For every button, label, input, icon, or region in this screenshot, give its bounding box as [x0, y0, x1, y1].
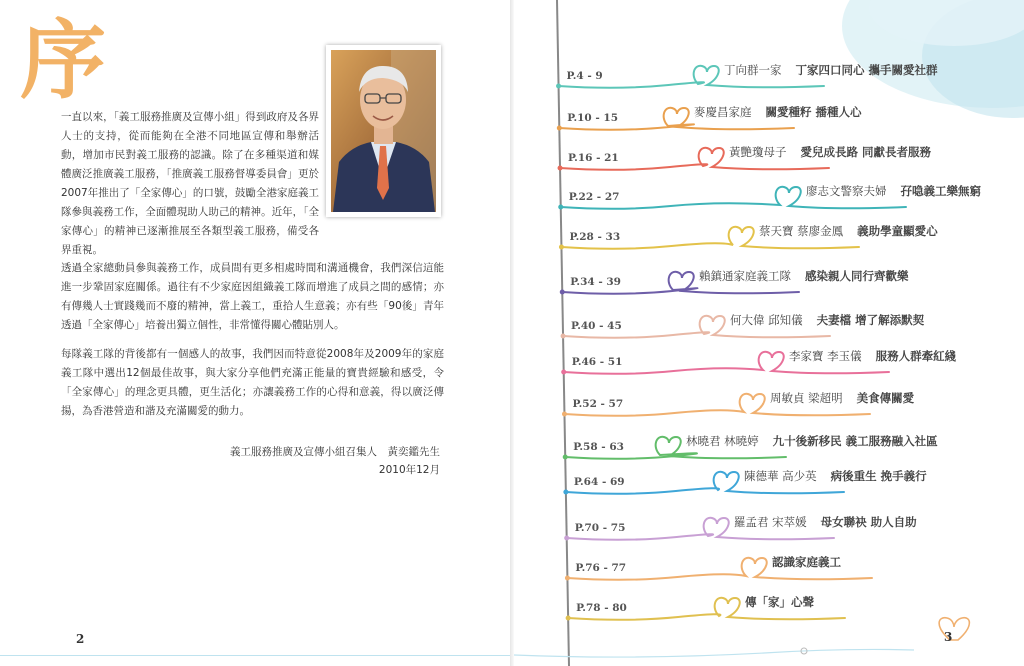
toc-entry[interactable] [789, 348, 956, 364]
toc-entry[interactable] [744, 468, 927, 484]
toc-entry[interactable] [730, 312, 924, 328]
toc-entry-title: 病後重生 挽手義行 [830, 469, 927, 483]
toc-entry[interactable] [806, 183, 981, 199]
toc-entry[interactable] [694, 104, 862, 120]
toc-entry-names: 李家寶 李玉儀 [789, 349, 862, 363]
toc-spine [557, 0, 569, 666]
paragraph-1: 一直以來，「義工服務推廣及宣傳小組」得到政府及各界人士的支持，從而能夠在全港不同地區宣傳和舉辦活動，增加市民對義工服務的認識。除了在多種渠道和媒體廣泛推廣義工服務，「推廣義工服務督導委員會」更於2007年推出了「全家傳心」的口號，鼓勵全港家庭義工隊參與義務工作，全面體現助人助己的精神。近年，「全家傳心」的精神已逐漸推展至各類型義工服務，備受各界重視。 [61, 111, 319, 256]
toc-page-range[interactable]: P.76 - 77 [575, 562, 627, 574]
toc-entry[interactable] [734, 514, 917, 530]
toc-page-range[interactable]: P.70 - 75 [574, 522, 626, 534]
toc-entry-names: 賴鎮通家庭義工隊 [699, 269, 791, 283]
toc-node [562, 412, 567, 417]
toc-node [558, 166, 563, 171]
toc-page-range[interactable]: P.78 - 80 [576, 602, 627, 614]
toc-entry-title: 關愛種籽 播種人心 [765, 105, 862, 119]
page-number-left: 2 [76, 632, 85, 646]
bottom-rule-right [514, 649, 914, 657]
toc-page-range[interactable]: P.22 - 27 [568, 191, 620, 203]
toc-page-range[interactable]: P.40 - 45 [571, 320, 622, 332]
toc-page-range[interactable]: P.52 - 57 [572, 398, 624, 410]
paragraph-2: 透過全家總動員參與義務工作，成員間有更多相處時間和溝通機會，我們深信這能進一步鞏固家庭關係。過往有不少家庭因組織義工隊而增進了成員之間的感情；亦有傳幾人士實踐幾而不廢的精神，當上義工，重拾人生意義；亦有些「90後」青年透過「全家傳心」培養出獨立個性，非常懂得關心體貼別人。 [61, 262, 444, 331]
toc-entry-names: 廖志文警察夫婦 [806, 184, 887, 198]
toc-entry[interactable] [772, 554, 841, 570]
toc-entry-names: 蔡天寶 蔡廖金鳳 [759, 224, 844, 238]
toc-entry-title: 孖喼義工樂無窮 [900, 184, 981, 198]
toc-page-range[interactable]: P.58 - 63 [573, 441, 624, 453]
toc-node [558, 205, 563, 210]
toc-entry[interactable] [686, 433, 938, 449]
toc-entry-names: 陳德華 高少英 [744, 469, 817, 483]
toc-entry-title: 愛兒成長路 同獻長者服務 [800, 145, 932, 159]
toc-node [563, 455, 568, 460]
toc-entry-names: 何大偉 邱知儀 [730, 313, 803, 327]
toc-entry-names: 林曉君 林曉婷 [686, 434, 759, 448]
toc-entry-names: 黃艷瓊母子 [729, 145, 787, 159]
toc-entry-names: 羅孟君 宋萃媛 [734, 515, 807, 529]
signature-date: 2010年12月 [378, 464, 440, 476]
preface-title: 序 [20, 10, 106, 111]
toc-entry-names: 丁向群一家 [724, 63, 782, 77]
toc-entry[interactable] [699, 268, 909, 284]
toc-node [560, 290, 565, 295]
toc-page-range[interactable]: P.28 - 33 [569, 231, 621, 243]
toc-node [559, 245, 564, 250]
toc-entry-title: 義助學童顯愛心 [857, 224, 938, 238]
toc-page-range[interactable]: P.64 - 69 [573, 476, 625, 488]
toc-page-range[interactable]: P.10 - 15 [567, 112, 619, 124]
right-page [514, 0, 1024, 666]
watercolor-corner [842, 0, 1024, 118]
toc-entry-title: 九十後新移民 義工服務融入社區 [772, 434, 938, 448]
toc-node [563, 490, 568, 495]
signature: 義工服務推廣及宣傳小組召集人 黃奕鑑先生 [230, 446, 440, 458]
portrait-photo [326, 45, 441, 217]
toc-entry[interactable] [724, 62, 938, 78]
toc-node [564, 536, 569, 541]
toc-node [557, 126, 562, 131]
toc-entry-names: 周敏貞 梁超明 [770, 391, 843, 405]
toc-entry-title: 丁家四口同心 攜手關愛社群 [795, 63, 938, 77]
toc-entry-title: 傳「家」心聲 [745, 595, 814, 609]
toc-page-range[interactable]: P.16 - 21 [568, 152, 619, 164]
left-page [0, 0, 510, 666]
toc-page-range[interactable]: P.34 - 39 [570, 276, 621, 288]
toc-entry-title: 認識家庭義工 [772, 555, 841, 569]
portrait-illustration [331, 50, 436, 212]
toc-entry[interactable] [729, 144, 931, 160]
toc-page-range[interactable]: P.4 - 9 [566, 70, 603, 82]
toc-entry-title: 美食傳關愛 [856, 391, 915, 405]
page-number-right: 3 [944, 630, 953, 644]
toc-entry[interactable] [759, 223, 938, 239]
toc-entry[interactable] [745, 594, 814, 610]
toc-entry-title: 母女聯袂 助人自助 [820, 515, 917, 529]
toc-page-range[interactable]: P.46 - 51 [571, 356, 623, 368]
toc-node [565, 576, 570, 581]
toc-node [561, 370, 566, 375]
toc-entry-title: 夫妻檔 增了解添默契 [816, 313, 925, 327]
toc-entry-title: 感染親人同行齊歡樂 [805, 269, 909, 283]
toc-entry-names: 麥慶昌家庭 [694, 105, 752, 119]
bottom-rule-left [0, 655, 510, 656]
toc-entry[interactable] [770, 390, 914, 406]
toc-entry-title: 服務人群牽紅綫 [875, 349, 957, 363]
toc-node [561, 334, 566, 339]
toc-node [556, 84, 561, 89]
paragraph-3: 每隊義工隊的背後都有一個感人的故事，我們因而特意從2008年及2009年的家庭義工隊中選出12個最佳故事，與大家分享他們充滿正能量的寶貴經驗和感受，令「全家傳心」的理念更具體，更生活化；亦讓義務工作的心得和意義，得以廣泛傳揚，為香港營造和諧及充滿關愛的動力。 [61, 348, 444, 417]
toc-node [566, 616, 571, 621]
